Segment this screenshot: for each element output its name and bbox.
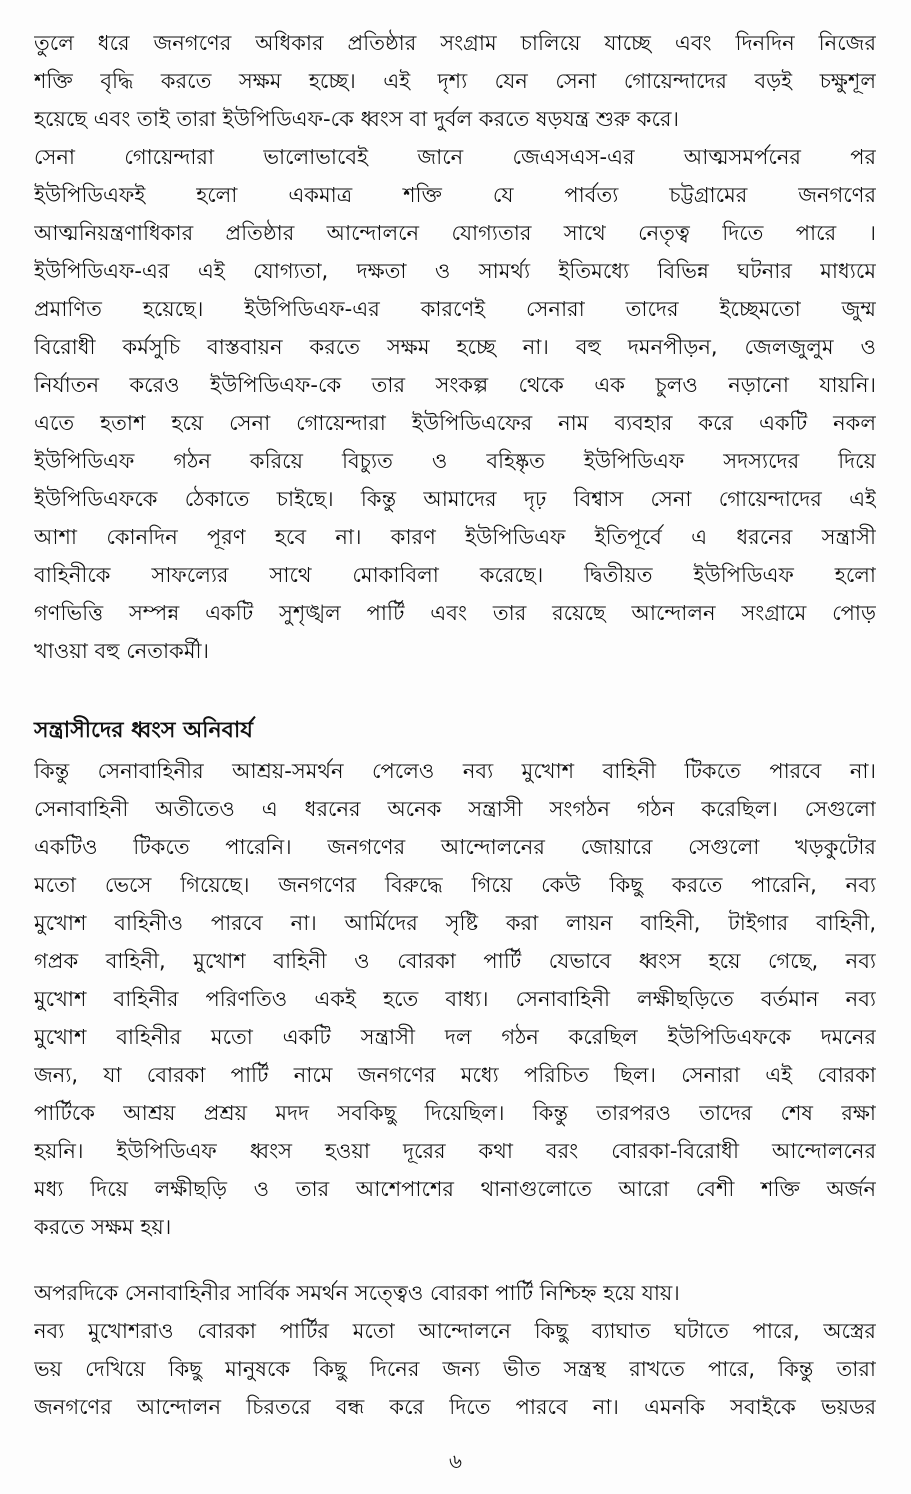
text-line: প্রমাণিত হয়েছে। ইউপিডিএফ-এর কারণেই সেনারা তাদের ইচ্ছেমতো জুম্ম [34, 297, 876, 321]
text-line: জনগণের আন্দোলন চিরতরে বন্ধ করে দিতে পারবে না। এমনকি সবাইকে ভয়ডর [34, 1395, 876, 1419]
text-line: শক্তি বৃদ্ধি করতে সক্ষম হচ্ছে। এই দৃশ্য যেন সেনা গোয়েন্দাদের বড়ই চক্ষুশূল [34, 69, 876, 93]
text-line: তুলে ধরে জনগণের অধিকার প্রতিষ্ঠার সংগ্রাম চালিয়ে যাচ্ছে এবং দিনদিন নিজের [34, 31, 876, 55]
paragraph-continued [34, 24, 876, 138]
paragraph-borka-party [34, 1274, 876, 1312]
text-line: আত্মনিয়ন্ত্রণাধিকার প্রতিষ্ঠার আন্দোলনে যোগ্যতার সাথে নেতৃত্ব দিতে পারে । [34, 221, 876, 245]
text-line: খাওয়া বহু নেতাকর্মী। [34, 639, 210, 663]
text-line: এতে হতাশ হয়ে সেনা গোয়েন্দারা ইউপিডিএফের নাম ব্যবহার করে একটি নকল [34, 411, 876, 435]
text-line: বিরোধী কর্মসুচি বাস্তবায়ন করতে সক্ষম হচ্ছে না। বহু দমনপীড়ন, জেলজুলুম ও [34, 335, 876, 359]
text-line: করতে সক্ষম হয়। [34, 1215, 172, 1239]
text-line: বাহিনীকে সাফল্যের সাথে মোকাবিলা করেছে। দ্বিতীয়ত ইউপিডিএফ হলো [34, 563, 876, 587]
text-line: কিন্তু সেনাবাহিনীর আশ্রয়-সমর্থন পেলেও নব্য মুখোশ বাহিনী টিকতে পারবে না। [34, 759, 876, 783]
paragraph-new-mask [34, 1312, 876, 1426]
text-line: পার্টিকে আশ্রয় প্রশ্রয় মদদ সবকিছু দিয়েছিল। কিন্তু তারপরও তাদের শেষ রক্ষা [34, 1101, 876, 1125]
text-line: মধ্য দিয়ে লক্ষীছড়ি ও তার আশেপাশের থানাগুলোতে আরো বেশী শক্তি অর্জন [34, 1177, 876, 1201]
text-line: জন্য, যা বোরকা পার্টি নামে জনগণের মধ্যে পরিচিত ছিল। সেনারা এই বোরকা [34, 1063, 876, 1087]
text-line: মতো ভেসে গিয়েছে। জনগণের বিরুদ্ধে গিয়ে কেউ কিছু করতে পারেনি, নব্য [34, 873, 876, 897]
text-line: গপ্রক বাহিনী, মুখোশ বাহিনী ও বোরকা পার্টি যেভাবে ধ্বংস হয়ে গেছে, নব্য [34, 949, 876, 973]
text-line: নব্য মুখোশরাও বোরকা পার্টির মতো আন্দোলনে কিছু ব্যাঘাত ঘটাতে পারে, অস্ত্রের [34, 1319, 876, 1343]
text-line: মুখোশ বাহিনীর মতো একটি সন্ত্রাসী দল গঠন করেছিল ইউপিডিএফকে দমনের [34, 1025, 876, 1049]
text-line: নির্যাতন করেও ইউপিডিএফ-কে তার সংকল্প থেকে এক চুলও নড়ানো যায়নি। [34, 373, 876, 397]
text-line: আশা কোনদিন পূরণ হবে না। কারণ ইউপিডিএফ ইতিপূর্বে এ ধরনের সন্ত্রাসী [34, 525, 876, 549]
text-line: হয়েছে এবং তাই তারা ইউপিডিএফ-কে ধ্বংস বা দুর্বল করতে ষড়যন্ত্র শুরু করে। [34, 107, 679, 131]
text-line: একটিও টিকতে পারেনি। জনগণের আন্দোলনের জোয়ারে সেগুলো খড়কুটোর [34, 835, 876, 859]
text-line: মুখোশ বাহিনীও পারবে না। আর্মিদের সৃষ্টি করা লায়ন বাহিনী, টাইগার বাহিনী, [34, 911, 876, 935]
page-number: ৬ [448, 1449, 462, 1473]
text-line: অপরদিকে সেনাবাহিনীর সার্বিক সমর্থন সত্ত্বেও বোরকা পার্টি নিশ্চিহ্ন হয়ে যায়। [34, 1281, 680, 1305]
text-line: ভয় দেখিয়ে কিছু মানুষকে কিছু দিনের জন্য ভীত সন্ত্রস্থ রাখতে পারে, কিন্তু তারা [34, 1357, 876, 1381]
text-line: মুখোশ বাহিনীর পরিণতিও একই হতে বাধ্য। সেনাবাহিনী লক্ষীছড়িতে বর্তমান নব্য [34, 987, 876, 1011]
text-line: ইউপিডিএফকে ঠেকাতে চাইছে। কিন্তু আমাদের দৃঢ় বিশ্বাস সেনা গোয়েন্দাদের এই [34, 487, 876, 511]
paragraph-army-support [34, 752, 876, 1246]
text-line: সেনাবাহিনী অতীতেও এ ধরনের অনেক সন্ত্রাসী সংগঠন গঠন করেছিল। সেগুলো [34, 797, 876, 821]
text-line: গণভিত্তি সম্পন্ন একটি সুশৃঙ্খল পার্টি এবং তার রয়েছে আন্দোলন সংগ্রামে পোড় [34, 601, 876, 625]
text-line: সেনা গোয়েন্দারা ভালোভাবেই জানে জেএসএস-এর আত্মসমর্পনের পর [34, 145, 876, 169]
text-line: ইউপিডিএফই হলো একমাত্র শক্তি যে পার্বত্য চট্টগ্রামের জনগণের [34, 183, 876, 207]
section-heading: সন্ত্রাসীদের ধ্বংস অনিবার্য [34, 718, 253, 743]
paragraph-updf-capability [34, 138, 876, 670]
text-line: ইউপিডিএফ-এর এই যোগ্যতা, দক্ষতা ও সামর্থ্য ইতিমধ্যে বিভিন্ন ঘটনার মাধ্যমে [34, 259, 876, 283]
text-line: হয়নি। ইউপিডিএফ ধ্বংস হওয়া দূরের কথা বরং বোরকা-বিরোধী আন্দোলনের [34, 1139, 876, 1163]
text-line: ইউপিডিএফ গঠন করিয়ে বিচ্যুত ও বহিষ্কৃত ইউপিডিএফ সদস্যদের দিয়ে [34, 449, 876, 473]
